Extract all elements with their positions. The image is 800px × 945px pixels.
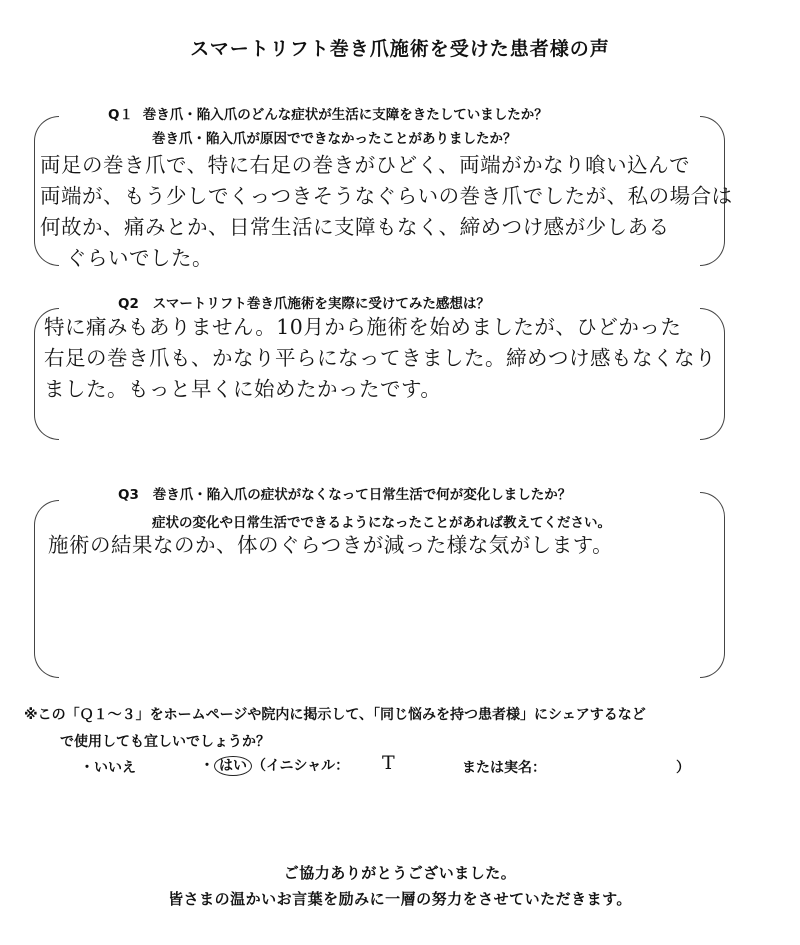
close-paren: ）	[676, 760, 690, 776]
consent-option-yes-row	[200, 755, 349, 776]
q3-question-text: 巻き爪・陥入爪の症状がなくなって日常生活で何が変化しましたか？	[152, 487, 572, 503]
q3-answer	[48, 530, 613, 561]
q2-answer-line: ました。もっと早くに始めたかったです。	[44, 377, 442, 401]
q1-answer-line: 何故か、痛みとか、日常生活に支障もなく、締めつけ感が少しある	[40, 215, 670, 239]
q1-subquestion: 巻き爪・陥入爪が原因でできなかったことがありましたか？	[152, 131, 517, 147]
q3-number: Q3	[118, 487, 139, 503]
q1-answer-line: 両足の巻き爪で、特に右足の巻きがひどく、両端がかなり喰い込んで	[40, 153, 691, 177]
q1-question-text: 巻き爪・陥入爪のどんな症状が生活に支障をきたしていましたか？	[142, 107, 548, 123]
consent-option-no: ・いいえ	[80, 760, 136, 776]
q2-number: Q2	[118, 296, 139, 312]
q2-answer	[44, 312, 716, 405]
q1-question	[108, 103, 548, 123]
q3-answer-line: 施術の結果なのか、体のぐらつきが減った様な気がします。	[48, 533, 614, 557]
consent-option-yes-circled: はい	[214, 756, 252, 776]
page-title: スマートリフト巻き爪施術を受けた患者様の声	[190, 38, 610, 60]
thanks-line1: ご協力ありがとうございました。	[283, 864, 517, 882]
q3-question	[118, 483, 571, 503]
q2-question	[118, 292, 490, 312]
q2-answer-line: 右足の巻き爪も、かなり平らになってきました。締めつけ感もなくなり	[44, 346, 716, 370]
q3-answer-bracket-right	[700, 492, 725, 678]
consent-question-line2: で使用しても宜しいでしょうか？	[60, 734, 270, 750]
q1-number: Q１	[108, 107, 133, 123]
consent-question-line1: ※この「Ｑ１～３」をホームページや院内に掲示して、「同じ悩みを持つ患者様」にシェアするなど	[24, 707, 646, 723]
q2-answer-line: 特に痛みもありません。10月から施術を始めましたが、ひどかった	[44, 315, 682, 339]
q3-subquestion: 症状の変化や日常生活でできるようになったことがあれば教えてください。	[152, 515, 611, 531]
q3-answer-bracket-left	[34, 500, 59, 678]
realname-label: または実名：	[462, 760, 546, 776]
q1-answer	[40, 150, 733, 274]
initial-label: （イニシャル：	[252, 758, 350, 774]
q2-question-text: スマートリフト巻き爪施術を実際に受けてみた感想は？	[152, 296, 490, 312]
q1-answer-line: 両端が、もう少しでくっつきそうなぐらいの巻き爪でしたが、私の場合は	[40, 184, 733, 208]
initial-value: T	[382, 752, 395, 774]
thanks-line2: 皆さまの温かいお言葉を励みに一層の努力をさせていただきます。	[168, 890, 632, 908]
consent-yes-bullet: ・	[200, 758, 214, 774]
q1-answer-line: ぐらいでした。	[66, 246, 213, 270]
